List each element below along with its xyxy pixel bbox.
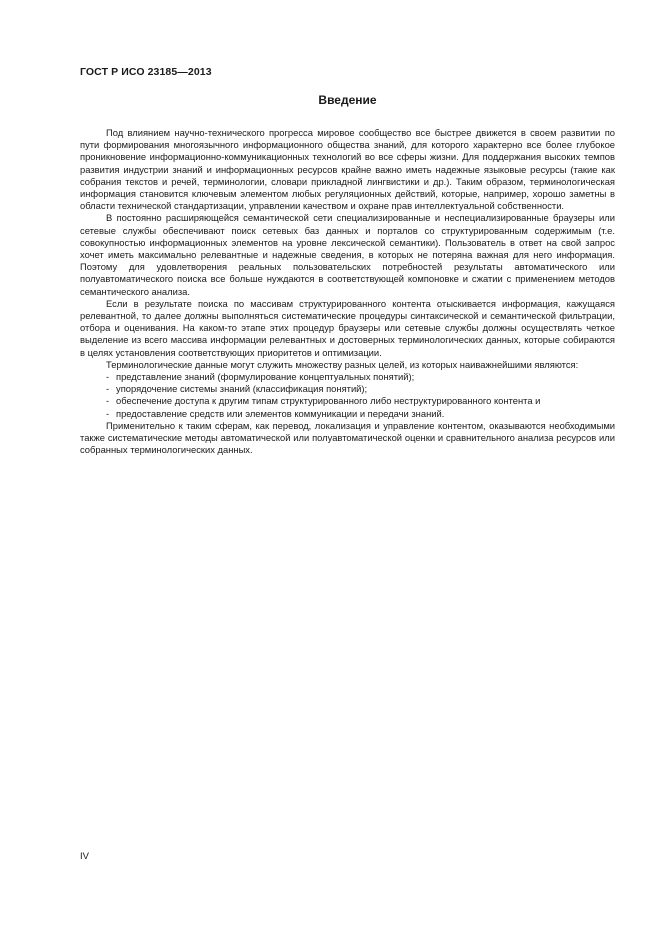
document-header: ГОСТ Р ИСО 23185—2013 <box>80 66 212 78</box>
section-title: Введение <box>318 93 377 107</box>
paragraph: Терминологические данные могут служить множеству разных целей, из которых наиважнейшими являются: <box>106 358 579 370</box>
paragraph: Если в результате поиска по массивам структурированного контента отыскивается информация, кажущаяся релевантной, то далее должны выполняться систематические процедуры синтаксической и семантической фильтрации, отбора и оценивания. На каком-то этапе этих процедур браузеры или сетевые службы должны осуществлять четкое выделение из всего массива информации релевантных и достоверных терминологических данных, которые собираются в целях установления соответствующих приоритетов и оптимизации. <box>80 297 615 358</box>
list-marker: - <box>106 395 110 407</box>
paragraph: В постоянно расширяющейся семантической сети специализированные и неспециализированные браузеры или сетевые службы обеспечивают поиск сетевых баз данных и порталов со структурированным содержимым (т.е. совокупностью информационных элементов на уровне лексической семантики). Пользователь в ответ на свой запрос хочет иметь максимально релевантные и надежные сведения, в которых не потеряна важная для него информация. Поэтому для удовлетворения реальных пользовательских потребностей результаты автоматического или полуавтоматического поиска все больше нуждаются в соответствующей компоновке и сжатии с применением методов семантического анализа. <box>80 212 615 297</box>
list-item <box>80 383 615 395</box>
list-item <box>80 395 615 407</box>
list-item-text: обеспечение доступа к другим типам структурированного либо неструктурированного контента и <box>116 395 541 407</box>
list-item-text: упорядочение системы знаний (классификация понятий); <box>116 383 368 395</box>
bullet-list <box>80 371 615 420</box>
paragraph: Применительно к таким сферам, как перевод, локализация и управление контентом, оказываются необходимыми также систематические методы автоматической или полуавтоматической оценки и сравнительного анализа ресурсов или собранных терминологических данных. <box>80 419 615 456</box>
list-item-text: представление знаний (формулирование концептуальных понятий); <box>116 371 415 383</box>
list-item <box>80 371 615 383</box>
document-body <box>80 127 615 456</box>
list-item-text: предоставление средств или элементов коммуникации и передачи знаний. <box>116 407 445 419</box>
list-marker: - <box>106 371 110 383</box>
paragraph: Под влиянием научно-технического прогресса мировое сообщество все быстрее движется в своем развитии по пути формирования многоязычного информационного общества знаний, для которого характерно все более глубокое проникновение информационно-коммуникационных технологий во все сферы жизни. Для поддержания высоких темпов развития индустрии знаний и информационных ресурсов крайне важно иметь надежные языковые ресурсы (такие как собрания текстов и речей, терминологии, словари прикладной лингвистики и др.). Таким образом, терминологическая информация становится ключевым элементом любых регуляционных действий, которые, например, хорошо заметны в области технической стандартизации, управлении качеством и охране прав интеллектуальной собственности. <box>80 127 615 212</box>
list-item <box>80 408 615 420</box>
page-number: IV <box>80 851 89 862</box>
list-marker: - <box>106 407 110 419</box>
list-marker: - <box>106 383 110 395</box>
